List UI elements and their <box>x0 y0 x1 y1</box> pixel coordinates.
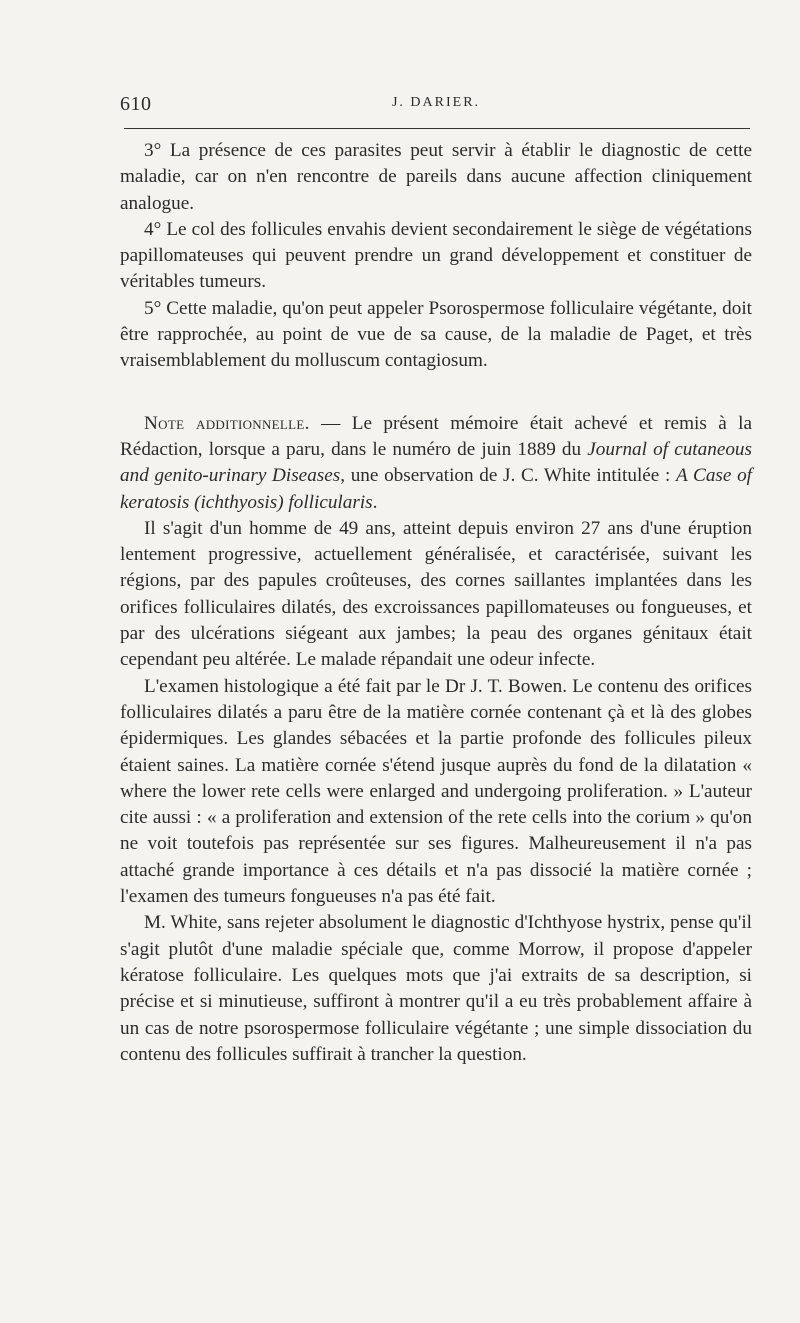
section-gap <box>120 375 752 411</box>
additional-note <box>120 411 752 516</box>
paragraph-4: 4° Le col des follicules envahis devient secondairement le siège de végétations papillomateuses qui peuvent prendre un grand développement et constituer de véritables tumeurs. <box>120 218 752 293</box>
page-header <box>120 93 752 123</box>
paragraph-3: 3° La présence de ces parasites peut servir à établir le diagnostic de cette maladie, car on n'en rencontre de pareils dans aucune affection cliniquement analogue. <box>120 140 752 214</box>
body-paragraph-3: M. White, sans rejeter absolument le diagnostic d'Ichthyose hystrix, pense qu'il s'agit plutôt d'une maladie spéciale que, comme Morrow, il propose d'appeler kératose folliculaire. Les quelques mots que j'ai extraits de sa description, si précise et si minutieuse, suffiront à montrer qu'il a eu très probablement affaire à un cas de notre psorospermose folliculaire végétante ; une simple dissociation du contenu des follicules suffirait à trancher la question. <box>120 912 752 1065</box>
page-number: 610 <box>120 93 152 115</box>
note-label: Note additionnelle. <box>144 412 310 434</box>
body-paragraph-2: L'examen histologique a été fait par le Dr J. T. Bowen. Le contenu des orifices folliculaires dilatés a paru être de la matière cornée contenant çà et là des globes épidermiques. Les glandes sébacées et la partie profonde des follicules pileux étaient saines. La matière cornée s'étend jusque auprès du fond de la dilatation « where the lower rete cells were enlarged and undergoing proliferation. » L'auteur cite aussi : « a proliferation and extension of the rete cells into the corium » qu'on ne voit toutefois pas représentée sur ses figures. Malheureusement il n'a pas attaché grande importance à ces détails et n'a pas dissocié la matière cornée ; l'examen des tumeurs fongueuses n'a pas été fait. <box>120 675 752 908</box>
body-paragraph-1: Il s'agit d'un homme de 49 ans, atteint depuis environ 27 ans d'une éruption lentement progressive, actuellement généralisée, et caractérisée, suivant les régions, par des papules croûteuses, des cornes saillantes implantées dans les orifices folliculaires dilatés, des excroissances papillomateuses ou fongueuses, et par des ulcérations siégeant aux jambes; la peau des organes génitaux était cependant peu altérée. Le malade répandait une odeur infecte. <box>120 517 752 671</box>
header-rule <box>124 128 750 129</box>
running-head: J. DARIER. <box>391 95 481 110</box>
article-title: A Case of keratosis (ichthyosis) follicularis <box>120 465 752 513</box>
note-text-c: . <box>372 491 378 513</box>
paragraph-5: 5° Cette maladie, qu'on peut appeler Psorospermose folliculaire végétante, doit être rapprochée, au point de vue de sa cause, de la maladie de Paget, et très vraisemblablement du molluscum contagiosum. <box>120 297 752 372</box>
note-text-b: , une observation de J. C. White intitulée : <box>340 465 676 487</box>
journal-title: Journal of cutaneous and genito-urinary Diseases <box>120 438 752 487</box>
note-text-a: — Le présent mémoire était achevé et remis à la Rédaction, lorsque a paru, dans le numéro de juin 1889 du <box>120 412 752 460</box>
page-body <box>120 138 752 1068</box>
